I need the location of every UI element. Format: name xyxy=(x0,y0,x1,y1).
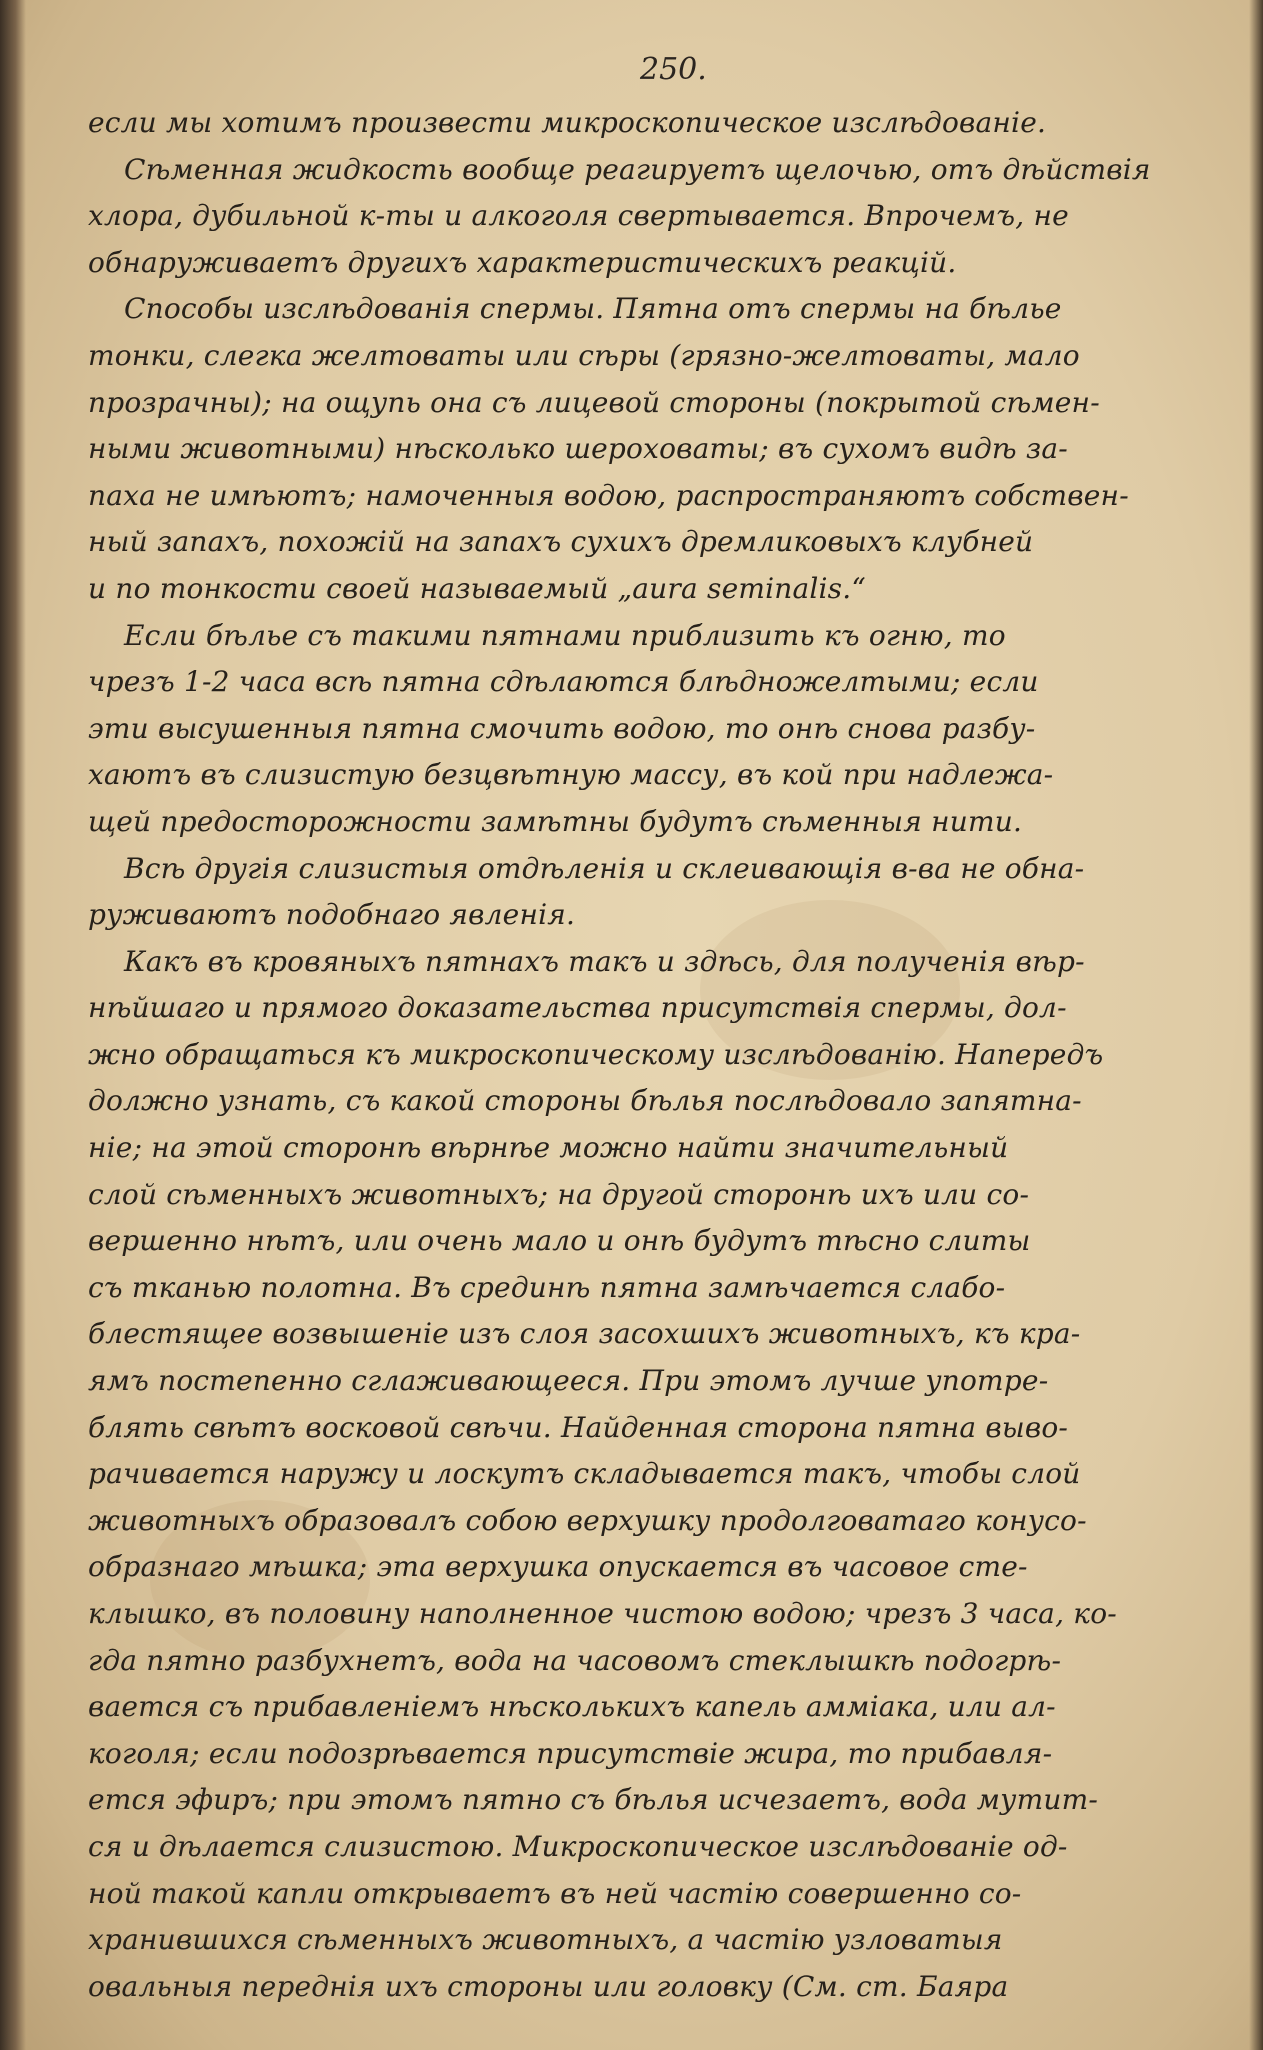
page-number: 250. xyxy=(640,52,707,87)
text-line: чрезъ 1-2 часа всѣ пятна сдѣлаются блѣдножелтыми; если xyxy=(88,665,1039,699)
text-line: ной такой капли открываетъ въ ней частію совершенно со- xyxy=(88,1876,1022,1910)
text-line: овальныя переднія ихъ стороны или головку (См. ст. Баяра xyxy=(88,1969,1009,2003)
text-line: слой сѣменныхъ животныхъ; на другой сторонѣ ихъ или со- xyxy=(88,1177,1030,1211)
text-line: Какъ въ кровяныхъ пятнахъ такъ и здѣсь, для полученія вѣр- xyxy=(124,944,1085,978)
text-line: нѣйшаго и прямого доказательства присутствія спермы, дол- xyxy=(88,991,1067,1025)
text-line: вершенно нѣтъ, или очень мало и онѣ будутъ тѣсно слиты xyxy=(88,1224,1031,1258)
text-line: прозрачны); на ощупь она съ лицевой стороны (покрытой сѣмен- xyxy=(88,385,1100,419)
text-line: гда пятно разбухнетъ, вода на часовомъ стеклышкѣ подогрѣ- xyxy=(88,1643,1062,1677)
text-line: Всѣ другія слизистыя отдѣленія и склеивающія в-ва не обна- xyxy=(124,851,1085,885)
text-line: руживаютъ подобнаго явленія. xyxy=(88,898,576,932)
text-line: ный запахъ, похожій на запахъ сухихъ дремликовыхъ клубней xyxy=(88,525,1034,559)
text-line: вается съ прибавленіемъ нѣсколькихъ капель аммiака, или ал- xyxy=(88,1690,1056,1724)
text-line: животныхъ образовалъ собою верхушку продолговатаго конусо- xyxy=(88,1503,1087,1537)
handwritten-text xyxy=(88,100,1218,2010)
text-line: съ тканью полотна. Въ срединѣ пятна замѣчается слабо- xyxy=(88,1270,1006,1304)
text-line: если мы хотимъ произвести микроскопическое изслѣдованіе. xyxy=(88,106,1047,139)
text-line: эти высушенныя пятна смочить водою, то онѣ снова разбу- xyxy=(88,711,1036,745)
text-line: Если бѣлье съ такими пятнами приблизить къ огню, то xyxy=(124,618,1006,652)
text-line: ся и дѣлается слизистою. Микроскопическое изслѣдованіе од- xyxy=(88,1829,1068,1863)
text-line: клышко, въ половину наполненное чистою водою; чрезъ 3 часа, ко- xyxy=(88,1597,1117,1630)
text-line: блестящее возвышеніе изъ слоя засохшихъ животныхъ, къ кра- xyxy=(88,1317,1081,1351)
text-line: должно узнать, съ какой стороны бѣлья послѣдовало запятна- xyxy=(88,1084,1082,1118)
text-line: рачивается наружу и лоскутъ складывается такъ, чтобы слой xyxy=(88,1457,1081,1491)
page-edge-shadow xyxy=(1249,0,1263,2050)
text-line: ными животными) нѣсколько шероховаты; въ сухомъ видѣ за- xyxy=(88,432,1068,466)
text-line: и по тонкости своей называемый „aura seminalis.“ xyxy=(88,571,866,605)
text-line: Сѣменная жидкость вообще реагируетъ щелочью, отъ дѣйствія xyxy=(124,152,1151,186)
text-line: жно обращаться къ микроскопическому изслѣдованію. Напередъ xyxy=(88,1037,1104,1071)
page-binding-shadow xyxy=(0,0,26,2050)
text-line: ямъ постепенно сглаживающееся. При этомъ лучше употре- xyxy=(88,1364,1049,1398)
text-line: коголя; если подозрѣвается присутствіе жира, то прибавля- xyxy=(88,1736,1053,1770)
text-line: Способы изслѣдованія спермы. Пятна отъ спермы на бѣлье xyxy=(124,292,1062,326)
text-line: образнаго мѣшка; эта верхушка опускается въ часовое сте- xyxy=(88,1550,1028,1584)
text-line: паха не имѣютъ; намоченныя водою, распространяютъ собствен- xyxy=(88,478,1129,512)
text-line: хлора, дубильной к-ты и алкоголя свертывается. Впрочемъ, не xyxy=(88,199,1069,233)
text-line: обнаруживаетъ другихъ характеристическихъ реакцій. xyxy=(88,245,957,279)
text-line: ніе; на этой сторонѣ вѣрнѣе можно найти значительный xyxy=(88,1131,1009,1165)
text-line: ется эфиръ; при этомъ пятно съ бѣлья исчезаетъ, вода мутит- xyxy=(88,1783,1099,1817)
text-line: хаютъ въ слизистую безцвѣтную массу, въ кой при надлежа- xyxy=(88,758,1054,792)
text-line: щей предосторожности замѣтны будутъ сѣменныя нити. xyxy=(88,804,1023,838)
text-line: блять свѣтъ восковой свѣчи. Найденная сторона пятна выво- xyxy=(88,1410,1069,1444)
text-line: тонки, слегка желтоваты или сѣры (грязно-желтоваты, мало xyxy=(88,338,1080,372)
text-line: хранившихся сѣменныхъ животныхъ, а частію узловатыя xyxy=(88,1923,1003,1957)
